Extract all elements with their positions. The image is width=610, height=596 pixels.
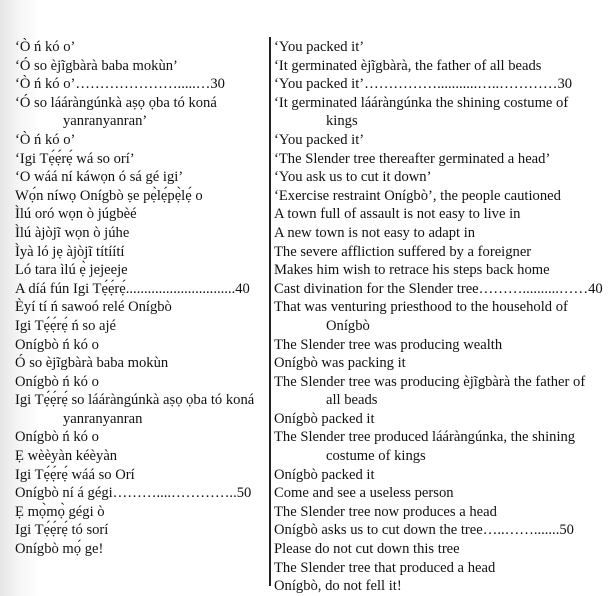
english-verse-line: Onígbò packed it	[274, 466, 375, 483]
yoruba-verse-line: Igi Tẹ́ẹ́rẹ́ ń so ajé	[15, 317, 117, 334]
english-verse-line: Come and see a useless person	[274, 485, 454, 502]
english-verse-line: ‘Exercise restraint Onígbò’, the people cautioned	[274, 187, 561, 204]
english-verse-line: ‘You packed it’	[274, 39, 365, 55]
yoruba-verse-line: Igi Tẹ́ẹ́rẹ́ so lááràngúnkà aṣọ ọba tó koná	[15, 392, 255, 409]
yoruba-verse-line: Wọ́n níwọ Onígbò ṣe pẹ̀lẹ́pẹ̀lẹ́ o	[15, 187, 203, 204]
yoruba-verse-line: Ló tara ìlú ẹ̀ jejeeje	[15, 262, 128, 279]
yoruba-verse-line: Èyí tí ń sawoó relé Onígbò	[15, 299, 172, 316]
english-verse-line: Onígbò, do not fell it!	[274, 578, 402, 595]
yoruba-column	[15, 38, 265, 559]
english-verse-line-continuation: costume of kings	[326, 448, 426, 465]
english-verse-line: Makes him wish to retrace his steps back home	[274, 262, 550, 279]
column-divider	[269, 37, 271, 586]
yoruba-verse-line: Onígbò ń kó o	[15, 336, 99, 353]
english-verse-line: ‘The Slender tree thereafter germinated a head’	[274, 150, 551, 167]
english-verse-line: ‘You packed it’	[274, 131, 365, 148]
english-verse-line: Onígbò was packing it	[274, 355, 406, 372]
yoruba-verse-line-continuation: yanranyanran	[63, 410, 143, 427]
yoruba-verse-line: A díá fún Igi Tẹ́ẹ́rẹ́..............................40	[15, 280, 250, 297]
yoruba-verse-line: ‘Ò ń kó o’	[15, 39, 76, 55]
english-verse-line: Onígbò asks us to cut down the tree…..…….......50	[274, 522, 574, 539]
yoruba-verse-line: ‘O wáá ní káwọn ó sá gé igi’	[15, 169, 184, 186]
yoruba-verse-line: Ẹ mọ̀mọ̀ gégi ò	[15, 503, 105, 520]
english-verse-line: ‘You packed it’……………...........…..…………30	[274, 76, 573, 93]
yoruba-verse-line-continuation: yanranyanran’	[63, 113, 148, 130]
english-verse-line: Please do not cut down this tree	[274, 541, 460, 558]
yoruba-verse-line: ‘Ò ń kó o’	[15, 131, 76, 148]
yoruba-verse-line: ‘Ó so èjĩgbàrà baba mokùn’	[15, 57, 178, 74]
english-verse-line: ‘It germinated lááràngúnka the shining costume of	[274, 94, 569, 111]
english-verse-line: The Slender tree was producing èjĩgbàrà the father of	[274, 373, 586, 390]
yoruba-verse-line: Onígbò ń kó o	[15, 429, 99, 446]
english-verse-line: The Slender tree that produced a head	[274, 559, 496, 576]
yoruba-verse-line: ‘Igi Tẹ́ẹ́rẹ́ wá so orí’	[15, 150, 135, 167]
english-verse-line-continuation: Onígbò	[326, 317, 370, 334]
english-verse-line: A town full of assault is not easy to live in	[274, 206, 521, 223]
yoruba-verse-line: Ìlú oró wọn ò júgbèé	[15, 206, 137, 223]
yoruba-verse-line: Onígbò mọ́ ge!	[15, 541, 104, 558]
english-verse-line-continuation: kings	[326, 113, 358, 130]
english-verse-line: Onígbò packed it	[274, 410, 375, 427]
english-verse-line: The Slender tree was producing wealth	[274, 336, 503, 353]
english-verse-line: The severe affliction suffered by a foreigner	[274, 243, 532, 260]
english-verse-line: The Slender tree produced lááràngúnka, the shining	[274, 429, 576, 446]
yoruba-verse-line: Onígbò ní á gégi………....…………..50	[15, 485, 252, 502]
english-verse-line: ‘You ask us to cut it down’	[274, 169, 432, 186]
english-column	[274, 38, 606, 596]
english-verse-line: A new town is not easy to adapt in	[274, 224, 476, 241]
english-verse-line: That was venturing priesthood to the household of	[274, 299, 568, 316]
english-verse-line: Cast divination for the Slender tree………..........……40	[274, 280, 603, 297]
yoruba-verse-line: ‘Ó so lááràngúnkà aṣọ ọba tó koná	[15, 94, 217, 111]
yoruba-verse-line: Igi Tẹ́ẹ́rẹ́ tó sorí	[15, 522, 109, 539]
yoruba-verse-line: Igi Tẹ́ẹ́rẹ́ wáá so Orí	[15, 466, 135, 483]
yoruba-verse-line: Ẹ wèèyàn kéèyàn	[15, 448, 118, 465]
english-verse-line: ‘It germinated èjĩgbàrà, the father of all beads	[274, 57, 542, 74]
yoruba-verse-line: Ìyà ló jẹ àjòjĩ títíítí	[15, 243, 125, 260]
english-verse-line: The Slender tree now produces a head	[274, 503, 497, 520]
yoruba-verse-line: ‘Ò ń kó o’………………….....…30	[15, 76, 225, 93]
yoruba-verse-line: Ó so èjĩgbàrà baba mokùn	[15, 355, 169, 372]
yoruba-verse-line: Ìlú àjòjĩ wọn ò júhe	[15, 224, 130, 241]
english-verse-line-continuation: all beads	[326, 392, 378, 409]
yoruba-verse-line: Onígbò ń kó o	[15, 373, 99, 390]
